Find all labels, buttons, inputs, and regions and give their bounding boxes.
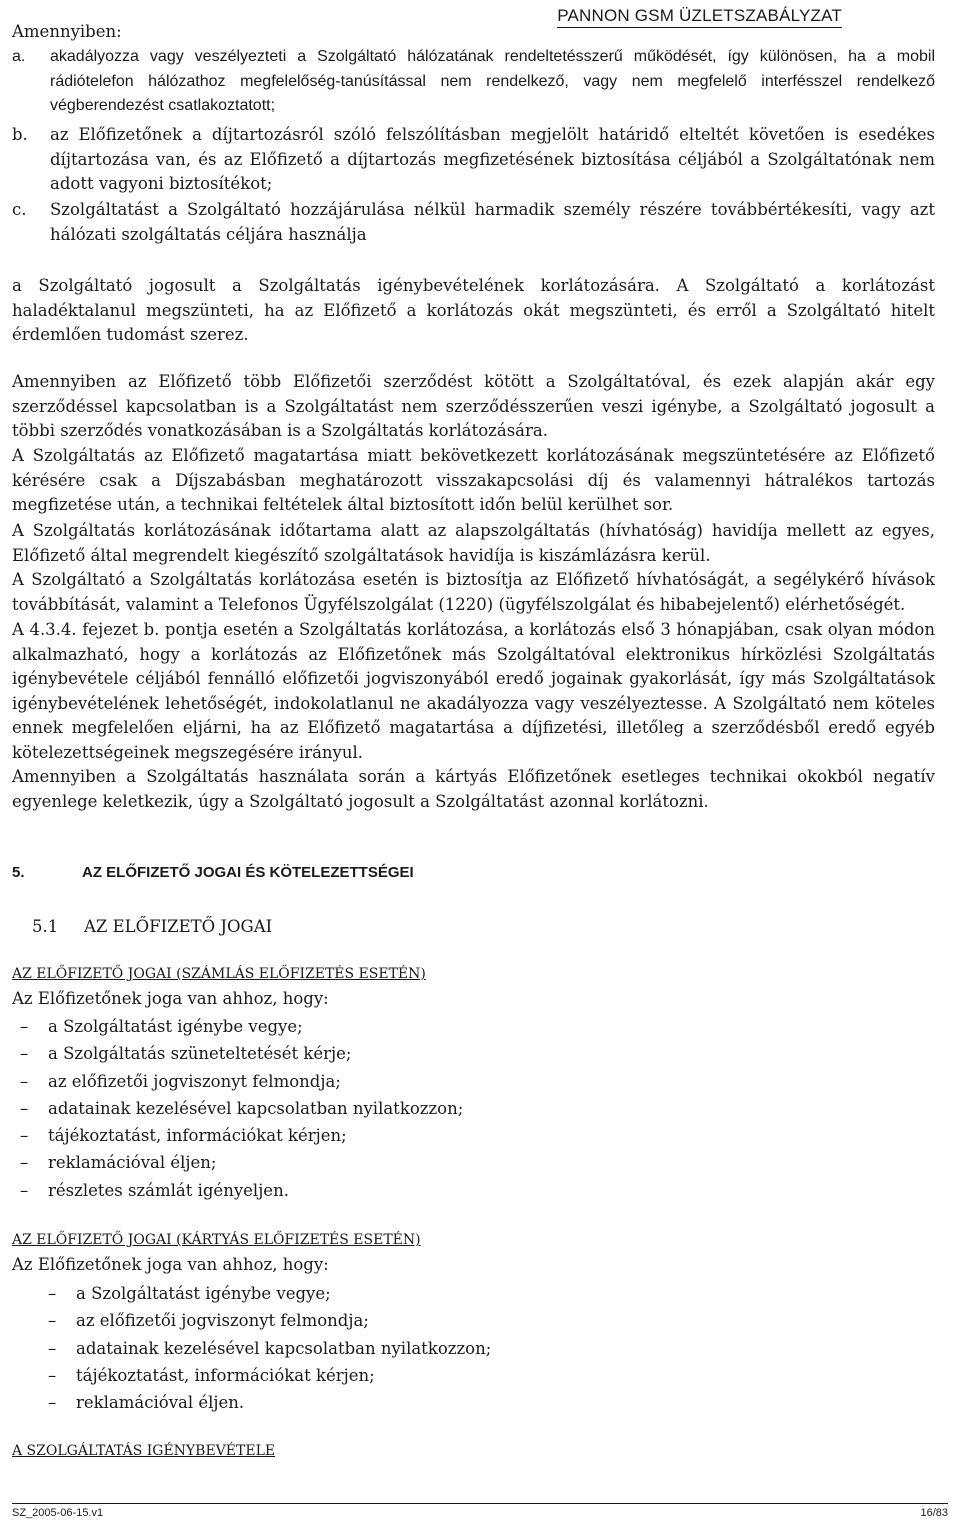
list-item — [40, 1389, 935, 1416]
footer-doc-id: SZ_2005-06-15.v1 — [12, 1507, 104, 1519]
list-item-text: reklamációval éljen. — [76, 1393, 245, 1413]
intro-text: Amennyiben: — [12, 22, 122, 41]
dash-marker: – — [48, 1393, 57, 1413]
dash-marker: – — [48, 1338, 57, 1358]
list-item — [12, 1122, 935, 1149]
list-item — [12, 1013, 935, 1040]
list-item — [40, 1280, 935, 1307]
section-5-1-heading — [32, 917, 935, 936]
paragraph-multiple-contracts: Amennyiben az Előfizető több Előfizetői szerződést kötött a Szolgáltatóval, és ezek alapján akár egy szerződéssel kapcsolatban is a Szolgáltatást nem szerződésszerűen veszi igénybe, a Szolgáltató jogosult a többi szerződés vonatkozásában is a Szolgáltatás korlátozására. — [12, 372, 935, 441]
list-item-text: adatainak kezelésével kapcsolatban nyilatkozzon; — [48, 1098, 464, 1118]
list-item — [12, 1068, 935, 1095]
page-footer — [12, 1503, 948, 1519]
dash-marker: – — [48, 1284, 57, 1303]
paragraph-chapter-reference: A 4.3.4. fejezet b. pontja esetén a Szolgáltatás korlátozása, a korlátozás első 3 hónapjában, csak olyan módon alkalmazható, hogy a korlátozás az Előfizetőnek más Szolgáltatóval elektronikus hírközlési Szolgáltatás igénybevétele céljából fennálló előfizetői jogviszonyából eredő jogainak gyakorlását, így más Szolgáltatások igénybevételének lehetőségét, indokolatlanul ne akadályozza vagy veszélyeztesse. A Szolgáltató nem köteles ennek megfelelően eljárni, ha az Előfizető magatartása a díjfizetési, illetőleg a szerződésből eredő egyéb kötelezettségeinek megszegésére irányul. — [12, 620, 935, 762]
card-rights-list — [40, 1280, 935, 1416]
section-5-heading — [12, 864, 935, 881]
list-item — [40, 1335, 935, 1362]
dash-marker: – — [48, 1311, 57, 1331]
conditions-list — [12, 45, 935, 119]
condition-b — [12, 123, 935, 197]
condition-c-wrap — [12, 198, 935, 247]
dash-marker: – — [48, 1365, 57, 1385]
list-item — [12, 1040, 935, 1067]
dash-marker: – — [20, 1126, 29, 1146]
list-item-text: reklamációval éljen; — [48, 1153, 217, 1173]
subsection-invoice-intro: Az Előfizetőnek joga van ahhoz, hogy: — [12, 989, 329, 1008]
section-title: AZ ELŐFIZETŐ JOGAI ÉS KÖTELEZETTSÉGEI — [82, 864, 414, 881]
paragraph-reconnection: A Szolgáltatás az Előfizető magatartása miatt bekövetkezett korlátozásának megszüntetésére az Előfizető kérésére csak a Díjszabásban meghatározott visszakapcsolási díj és valamennyi hátralékos tartozás megfizetése után, a technikai feltételek által biztosított időn belül kerülhet sor. — [12, 446, 935, 515]
list-item-text: az előfizetői jogviszonyt felmondja; — [76, 1311, 369, 1331]
list-item-text: adatainak kezelésével kapcsolatban nyilatkozzon; — [76, 1338, 492, 1358]
list-item-text: a Szolgáltatást igénybe vegye; — [48, 1017, 303, 1036]
list-item-text: tájékoztatást, információkat kérjen; — [48, 1126, 347, 1146]
dash-marker: – — [20, 1153, 29, 1173]
list-item-text: részletes számlát igényeljen. — [48, 1180, 289, 1200]
condition-marker: c. — [12, 200, 27, 219]
page-header-title: PANNON GSM ÜZLETSZABÁLYZAT — [557, 6, 842, 28]
section-number: 5.1 — [32, 917, 59, 936]
subsection-card-title: AZ ELŐFIZETŐ JOGAI (KÁRTYÁS ELŐFIZETÉS ESETÉN) — [12, 1232, 421, 1248]
paragraph-emergency-calls: A Szolgáltató a Szolgáltatás korlátozása esetén is biztosítja az Előfizető hívhatóságát, a segélykérő hívások továbbítását, valamint a Telefonos Ügyfélszolgálat (1220) (ügyfélszolgálat és hibabejelentő) elérhetőségét. — [12, 570, 935, 614]
dash-marker: – — [20, 1017, 29, 1036]
section-number: 5. — [12, 864, 25, 881]
condition-text: akadályozza vagy veszélyezteti a Szolgáltató hálózatának rendeltetésszerű működését, így különösen, ha a mobil rádiótelefon hálózathoz megfelelőség-tanúsítással nem rendelkező, vagy nem megfelelő interfésszel rendelkező végberendezést csatlakoztatott; — [50, 48, 935, 115]
section-title: AZ ELŐFIZETŐ JOGAI — [84, 917, 273, 936]
condition-marker: b. — [12, 125, 28, 144]
paragraph-negative-balance: Amennyiben a Szolgáltatás használata során a kártyás Előfizetőnek esetleges technikai okokból negatív egyenlege keletkezik, úgy a Szolgáltató jogosult a Szolgáltatást azonnal korlátozni. — [12, 767, 935, 811]
list-item — [40, 1307, 935, 1334]
dash-marker: – — [20, 1180, 29, 1200]
paragraph-restriction: a Szolgáltató jogosult a Szolgáltatás igénybevételének korlátozására. A Szolgáltató a korlátozást haladéktalanul megszünteti, ha az Előfizető a korlátozás okát megszünteti, és erről a Szolgáltató hitelt érdemlően tudomást szerez. — [12, 276, 935, 345]
condition-a — [12, 45, 935, 119]
list-item — [12, 1177, 935, 1204]
subsection-usage-title: A SZOLGÁLTATÁS IGÉNYBEVÉTELE — [12, 1443, 276, 1459]
list-item-text: tájékoztatást, információkat kérjen; — [76, 1365, 375, 1385]
list-item — [12, 1095, 935, 1122]
condition-text: Szolgáltatást a Szolgáltató hozzájárulása nélkül harmadik személy részére továbbértékesíti, vagy azt hálózati szolgáltatás céljára használja — [50, 200, 935, 244]
list-item-text: az előfizetői jogviszonyt felmondja; — [48, 1071, 341, 1091]
invoice-rights-list — [12, 1013, 935, 1204]
condition-text: az Előfizetőnek a díjtartozásról szóló felszólításban megjelölt határidő elteltét követően is esedékes díjtartozása van, és az Előfizető a díjtartozás megfizetésének biztosítása céljából a Szolgáltatónak nem adott vagyoni biztosítékot; — [50, 125, 935, 194]
subsection-card-intro: Az Előfizetőnek joga van ahhoz, hogy: — [12, 1255, 329, 1274]
list-item-text: a Szolgáltatást igénybe vegye; — [76, 1284, 331, 1303]
dash-marker: – — [20, 1071, 29, 1091]
subsection-invoice-title: AZ ELŐFIZETŐ JOGAI (SZÁMLÁS ELŐFIZETÉS ESETÉN) — [12, 966, 426, 982]
dash-marker: – — [20, 1098, 29, 1118]
dash-marker: – — [20, 1044, 29, 1064]
list-item — [12, 1149, 935, 1176]
paragraph-monthly-fee: A Szolgáltatás korlátozásának időtartama alatt az alapszolgáltatás (hívhatóság) havidíja mellett az egyes, Előfizető által megrendelt kiegészítő szolgáltatások havidíja is kiszámlázásra kerül. — [12, 521, 935, 565]
condition-marker: a. — [12, 48, 26, 65]
condition-c — [12, 198, 935, 247]
list-item — [40, 1362, 935, 1389]
footer-page-number: 16/83 — [920, 1507, 948, 1519]
condition-b-wrap — [12, 123, 935, 197]
list-item-text: a Szolgáltatás szüneteltetését kérje; — [48, 1044, 352, 1064]
